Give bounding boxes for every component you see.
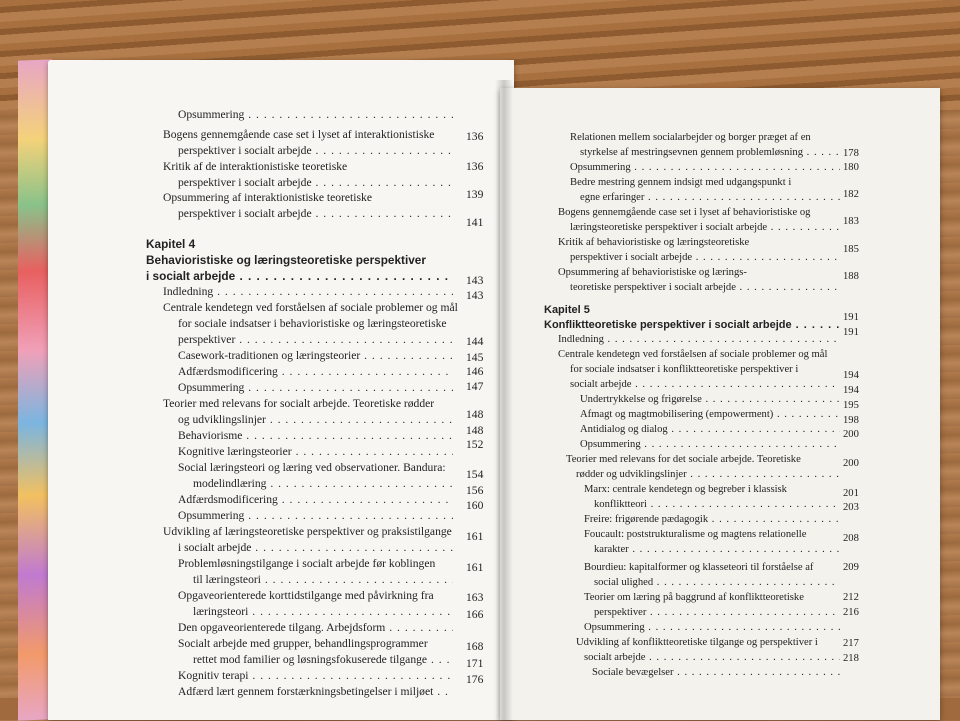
page-number: 145 [466, 351, 484, 364]
toc-entry: læringsteoretiske perspektiver i socialt arbejde . . . [570, 222, 840, 233]
toc-entry: Teorier med relevans for det sociale arbejde. Teoretiske [566, 454, 801, 465]
page-number: 143 [466, 274, 484, 287]
page-number: 171 [466, 657, 484, 670]
page-number: 183 [843, 216, 859, 227]
toc-entry: socialt arbejde . . . [584, 652, 840, 663]
toc-entry: Kognitive læringsteorier . . . [178, 445, 453, 458]
page-number: 217 [843, 638, 859, 649]
page-number: 201 [843, 488, 859, 499]
toc-entry: Adfærdsmodificering . . . [178, 493, 453, 506]
toc-entry: teoretiske perspektiver i socialt arbejde . . . [570, 282, 840, 293]
toc-entry: Udvikling af læringsteoretiske perspektiver og praksistilgange [163, 525, 452, 538]
page-number: 143 [466, 289, 484, 302]
page-number: 148 [466, 424, 484, 437]
toc-entry: Antidialog og dialog . . . [580, 424, 840, 435]
toc-entry: Opsummering af interaktionistiske teoretiske [163, 191, 372, 204]
page-number: 188 [843, 271, 859, 282]
page-number: 218 [843, 653, 859, 664]
toc-entry: Socialt arbejde med grupper, behandlingsprogrammer [178, 637, 428, 650]
toc-entry: perspektiver i socialt arbejde . . . [178, 207, 453, 220]
page-number: 180 [843, 162, 859, 173]
toc-entry: Bourdieu: kapitalformer og klasseteori til forståelse af [584, 562, 814, 573]
page-number: 144 [466, 335, 484, 348]
page-number: 216 [843, 607, 859, 618]
book-gutter-shadow [495, 80, 513, 720]
page-number: 182 [843, 189, 859, 200]
book-cover-edge [18, 59, 52, 720]
toc-chapter-heading: Kapitel 4 [146, 237, 196, 251]
toc-entry: Teorier om læring på baggrund af konfliktteoretiske [584, 592, 804, 603]
toc-entry: og udviklingslinjer . . . [178, 413, 453, 426]
toc-entry: Indledning . . . [558, 334, 840, 345]
page-number: 194 [843, 370, 859, 381]
toc-entry: Sociale bevægelser . . . [592, 667, 840, 678]
page-number: 185 [843, 244, 859, 255]
page-number: 209 [843, 562, 859, 573]
page-number: 136 [466, 160, 484, 173]
page-number: 161 [466, 561, 484, 574]
toc-entry: Undertrykkelse og frigørelse . . . [580, 394, 840, 405]
page-number: 146 [466, 365, 484, 378]
toc-entry: perspektiver i socialt arbejde . . . [178, 176, 453, 189]
page-number: 195 [843, 400, 859, 411]
toc-entry: egne erfaringer . . . [580, 192, 840, 203]
toc-entry: Adfærdsmodificering . . . [178, 365, 453, 378]
toc-entry: karakter . . . [594, 544, 840, 555]
page-number: 203 [843, 502, 859, 513]
toc-chapter-heading: Konfliktteoretiske perspektiver i socialt arbejde . . . [544, 319, 840, 331]
toc-entry: til læringsteori . . . [193, 573, 453, 586]
toc-entry: Indledning . . . [163, 285, 453, 298]
page-number: 156 [466, 484, 484, 497]
toc-entry: i socialt arbejde . . . [178, 541, 453, 554]
toc-entry: Opsummering . . . [178, 381, 453, 394]
toc-entry: Kognitiv terapi . . . [178, 669, 453, 682]
page-number: 141 [466, 216, 484, 229]
page-number: 191 [843, 312, 859, 323]
toc-entry: Relationen mellem socialarbejder og borger præget af en [570, 132, 811, 143]
toc-entry: Teorier med relevans for socialt arbejde. Teoretiske rødder [163, 397, 435, 410]
toc-entry: Opgaveorienterede korttidstilgange med påvirkning fra [178, 589, 434, 602]
page-number: 198 [843, 415, 859, 426]
page-number: 139 [466, 188, 484, 201]
page-number: 194 [843, 385, 859, 396]
toc-entry: Centrale kendetegn ved forståelsen af sociale problemer og mål [558, 349, 828, 360]
page-number: 200 [843, 458, 859, 469]
toc-entry: perspektiver . . . [178, 333, 453, 346]
page-number: 212 [843, 592, 859, 603]
toc-entry: Marx: centrale kendetegn og begreber i klassisk [584, 484, 787, 495]
page-number: 178 [843, 148, 859, 159]
toc-entry: Bedre mestring gennem indsigt med udgangspunkt i [570, 177, 792, 188]
toc-entry: Foucault: poststrukturalisme og magtens relationelle [584, 529, 807, 540]
toc-entry: socialt arbejde . . . [570, 379, 840, 390]
toc-entry: perspektiver i socialt arbejde . . . [570, 252, 840, 263]
toc-entry: Den opgaveorienterede tilgang. Arbejdsform . . . [178, 621, 453, 634]
page-number: 161 [466, 530, 484, 543]
toc-entry: Centrale kendetegn ved forståelsen af sociale problemer og mål [163, 301, 458, 314]
page-number: 200 [843, 429, 859, 440]
toc-entry: modelindlæring . . . [193, 477, 453, 490]
page-number: 168 [466, 640, 484, 653]
toc-entry: perspektiver . . . [594, 607, 840, 618]
toc-entry: styrkelse af mestringsevnen gennem problemløsning . . . [580, 147, 840, 158]
page-number: 154 [466, 468, 484, 481]
toc-entry: Social læringsteori og læring ved observationer. Bandura: [178, 461, 446, 474]
toc-entry: Opsummering . . . [178, 509, 453, 522]
toc-entry: rettet mod familier og løsningsfokuserede tilgange . . . [193, 653, 453, 666]
page-number: 191 [843, 327, 859, 338]
toc-entry: Opsummering . . . [580, 439, 840, 450]
page-number: 136 [466, 130, 484, 143]
toc-entry: Kritik af behavioristiske og læringsteoretiske [558, 237, 750, 248]
toc-entry: Opsummering . . . [584, 622, 840, 633]
toc-entry: Problemløsningstilgange i socialt arbejde før koblingen [178, 557, 436, 570]
toc-chapter-heading: i socialt arbejde . . . [146, 269, 453, 283]
toc-entry: Opsummering . . . [178, 108, 453, 121]
toc-entry: Udvikling af konfliktteoretiske tilgange og perspektiver i [576, 637, 818, 648]
toc-entry: Freire: frigørende pædagogik . . . [584, 514, 840, 525]
toc-entry: Bogens gennemgående case set i lyset af interaktionistiske [163, 128, 435, 141]
toc-entry: for sociale indsatser i behavioristiske og læringsteoretiske [178, 317, 447, 330]
toc-entry: Behaviorisme . . . [178, 429, 453, 442]
toc-entry: Casework-traditionen og læringsteorier . . . [178, 349, 453, 362]
page-number: 160 [466, 499, 484, 512]
toc-entry: for sociale indsatser i konfliktteoretiske perspektiver i [570, 364, 799, 375]
toc-entry: læringsteori . . . [193, 605, 453, 618]
page-number: 176 [466, 673, 484, 686]
page-number: 208 [843, 533, 859, 544]
toc-entry: Bogens gennemgående case set i lyset af behavioristiske og [558, 207, 811, 218]
page-number: 148 [466, 408, 484, 421]
page-number: 152 [466, 438, 484, 451]
toc-chapter-heading: Kapitel 5 [544, 304, 590, 316]
toc-entry: Kritik af de interaktionistiske teoretiske [163, 160, 348, 173]
toc-entry: perspektiver i socialt arbejde . . . [178, 144, 453, 157]
toc-entry: Opsummering af behavioristiske og lærings- [558, 267, 747, 278]
toc-chapter-heading: Behavioristiske og læringsteoretiske perspektiver [146, 253, 426, 267]
page-number: 163 [466, 591, 484, 604]
toc-entry: Afmagt og magtmobilisering (empowerment) . . . [580, 409, 840, 420]
toc-entry: social ulighed . . . [594, 577, 840, 588]
page-number: 147 [466, 380, 484, 393]
toc-entry: rødder og udviklingslinjer . . . [576, 469, 840, 480]
toc-entry: Opsummering . . . [570, 162, 840, 173]
page-number: 166 [466, 608, 484, 621]
toc-entry: konfliktteori . . . [594, 499, 840, 510]
toc-entry: Adfærd lært gennem forstærkningsbetingelser i miljøet . . . [178, 685, 453, 698]
